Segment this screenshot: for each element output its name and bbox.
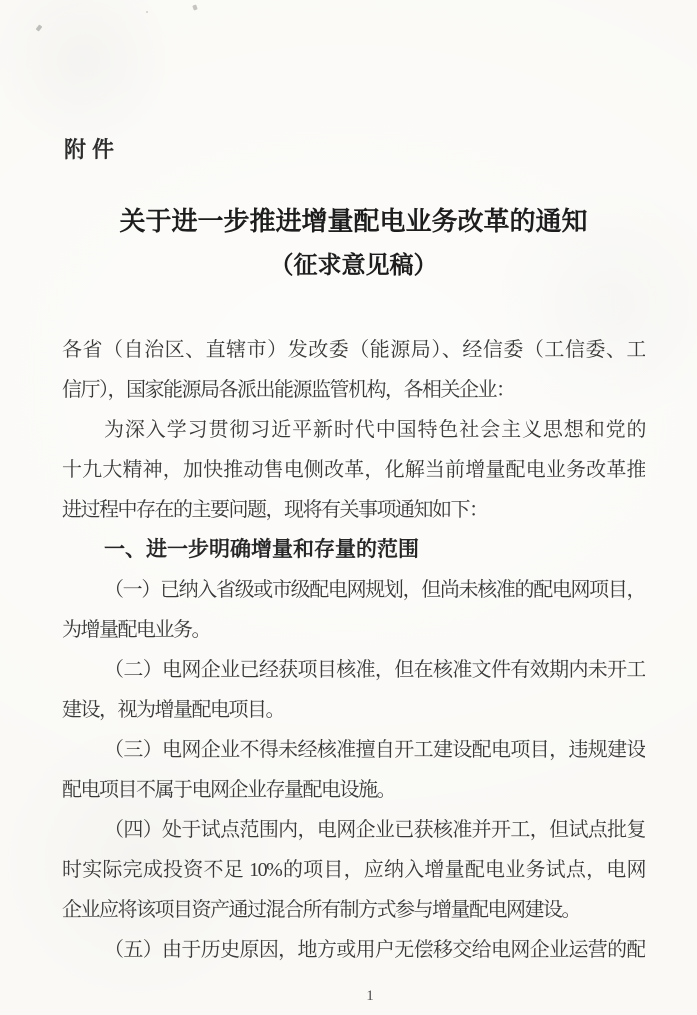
text-line: 进过程中存在的主要问题，现将有关事项通知如下：	[62, 499, 488, 521]
section-heading: 一、进一步明确增量和存量的范围	[104, 538, 419, 561]
scan-speck	[36, 24, 43, 31]
text-line: （一）已纳入省级或市级配电网规划，但尚未核准的配电网项目，	[104, 579, 645, 601]
page-number: 1	[366, 988, 374, 1004]
text-line: （三）电网企业不得未经核准擅自开工建设配电项目，违规建设	[104, 739, 645, 761]
text-line: 十九大精神，加快推动售电侧改革，化解当前增量配电业务改革推	[62, 459, 645, 481]
document-body	[62, 330, 645, 970]
text-line: 为深入学习贯彻习近平新时代中国特色社会主义思想和党的	[104, 419, 645, 441]
text-line: （二）电网企业已经获项目核准，但在核准文件有效期内未开工	[104, 659, 645, 681]
text-line: 时实际完成投资不足 10%的项目，应纳入增量配电业务试点，电网	[62, 859, 645, 881]
scan-speck	[146, 11, 148, 13]
text-line: （四）处于试点范围内，电网企业已获核准并开工，但试点批复	[104, 819, 645, 841]
text-line: （五）由于历史原因，地方或用户无偿移交给电网企业运营的配	[104, 939, 645, 961]
attachment-label: 附件	[64, 137, 121, 162]
document-subtitle: （征求意见稿）	[269, 253, 438, 279]
text-line: 各省（自治区、直辖市）发改委（能源局）、经信委（工信委、工	[62, 339, 645, 361]
text-line: 企业应将该项目资产通过混合所有制方式参与增量配电网建设。	[62, 899, 580, 921]
text-line: 配电项目不属于电网企业存量配电设施。	[62, 779, 395, 801]
text-line: 建设，视为增量配电项目。	[62, 699, 284, 721]
text-line: 信厅），国家能源局各派出能源监管机构，各相关企业：	[62, 379, 515, 401]
scan-speck	[192, 4, 197, 10]
text-line: 为增量配电业务。	[62, 619, 210, 641]
document-title: 关于进一步推进增量配电业务改革的通知	[119, 207, 588, 236]
